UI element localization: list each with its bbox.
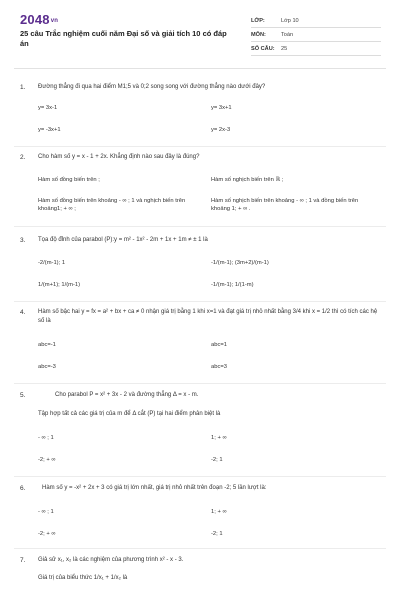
meta-info	[251, 14, 381, 56]
answer-option[interactable]: Hàm số nghịch biến trên khoảng - ∞ ; 1 và đồng biến trên khoảng 1; + ∞ .	[211, 198, 359, 212]
logo-text: 2048	[20, 12, 50, 27]
answer-option[interactable]: Hàm số đồng biến trên ;	[38, 177, 100, 183]
answer-option[interactable]: -2; 1	[211, 531, 223, 537]
question-divider	[14, 146, 386, 147]
question-text: Cho hàm số y = x - 1 + 2x. Khẳng định nào sau đây là đúng?	[38, 154, 200, 160]
meta-value: 25	[281, 45, 288, 52]
question-text: Hàm số bậc hai y = fx = a² + bx + ca ≠ 0 nhận giá trị bằng 1 khi x=1 và đạt giá trị nhỏ nhất bằng 3/4 khi x = 1/2 thì có tích các hệ số là	[38, 309, 378, 324]
question-divider	[14, 548, 386, 549]
answer-option[interactable]: -1/(m-1); 1/(1-m)	[211, 282, 254, 288]
answer-option[interactable]: abc=3	[211, 364, 227, 370]
meta-row-subject	[251, 28, 381, 42]
answer-option[interactable]: abc=1	[211, 342, 227, 348]
answer-option[interactable]: -1/(m-1); (3m+2)/(m-1)	[211, 260, 269, 266]
answer-option[interactable]: Hàm số nghịch biến trên ℝ ;	[211, 177, 284, 183]
answer-option[interactable]: -2/(m-1); 1	[38, 260, 66, 266]
page-header	[0, 0, 400, 64]
question-subtext: Tập hợp tất cả các giá trị của m để Δ cắt (P) tại hai điểm phân biệt là	[38, 411, 221, 417]
meta-row-grade	[251, 14, 381, 28]
answer-option[interactable]: - ∞ ; 1	[38, 509, 54, 515]
meta-value: Lớp 10	[281, 17, 299, 24]
question-number: 5.	[20, 392, 26, 399]
question-divider	[14, 226, 386, 227]
answer-option[interactable]: 1; + ∞	[211, 435, 227, 441]
answer-option[interactable]: 1/(m+1); 1/(m-1)	[38, 282, 81, 288]
answer-option[interactable]: abc=-1	[38, 342, 56, 348]
meta-label: SỐ CÂU:	[251, 45, 275, 52]
answer-option[interactable]: 1; + ∞	[211, 509, 227, 515]
question-text: Cho parabol P = x² + 3x - 2 và đường thẳng Δ = x - m.	[55, 392, 199, 398]
question-number: 2.	[20, 154, 26, 161]
question-divider	[14, 301, 386, 302]
answer-option[interactable]: -2; + ∞	[38, 457, 56, 463]
question-number: 1.	[20, 84, 26, 91]
answer-option[interactable]: y= 3x-1	[38, 105, 58, 111]
question-text: Tọa độ đỉnh của parabol (P):y = m² - 1x² - 2m + 1x + 1m ≠ ± 1 là	[38, 237, 208, 243]
answer-option[interactable]: -2; 1	[211, 457, 223, 463]
answer-option[interactable]: abc=-3	[38, 364, 56, 370]
question-text: Đường thẳng đi qua hai điểm M1;5 và 0;2 song song với đường thẳng nào dưới đây?	[38, 84, 266, 90]
question-number: 3.	[20, 237, 26, 244]
document-title: 25 câu Trắc nghiệm cuối năm Đại số và giải tích 10 có đáp án	[20, 29, 227, 48]
answer-option[interactable]: y= 2x-3	[211, 127, 231, 133]
answer-option[interactable]: - ∞ ; 1	[38, 435, 54, 441]
meta-row-count	[251, 42, 381, 56]
header-divider	[14, 68, 386, 69]
site-logo[interactable]	[20, 12, 58, 27]
answer-option[interactable]: y= -3x+1	[38, 127, 61, 133]
logo-suffix: vn	[50, 17, 59, 24]
meta-label: LỚP:	[251, 17, 265, 24]
answer-option[interactable]: Hàm số đồng biến trên khoảng - ∞ ; 1 và nghịch biến trên khoảng1; + ∞ ;	[38, 198, 186, 212]
question-text: Hàm số y = -x² + 2x + 3 có giá trị lớn nhất, giá trị nhỏ nhất trên đoạn -2; 5 lần lượt là:	[42, 485, 267, 491]
question-divider	[14, 476, 386, 477]
question-subtext: Giá trị của biểu thức 1/x₁ + 1/x₂ là	[38, 575, 128, 581]
meta-value: Toán	[281, 31, 294, 38]
question-number: 7.	[20, 557, 26, 564]
question-divider	[14, 383, 386, 384]
question-text: Giả sử x₁, x₂ là các nghiệm của phương trình x² - x - 3.	[38, 557, 184, 563]
answer-option[interactable]: -2; + ∞	[38, 531, 56, 537]
question-number: 4.	[20, 309, 26, 316]
meta-label: MÔN:	[251, 31, 266, 38]
answer-option[interactable]: y= 3x+1	[211, 105, 232, 111]
question-number: 6.	[20, 485, 26, 492]
